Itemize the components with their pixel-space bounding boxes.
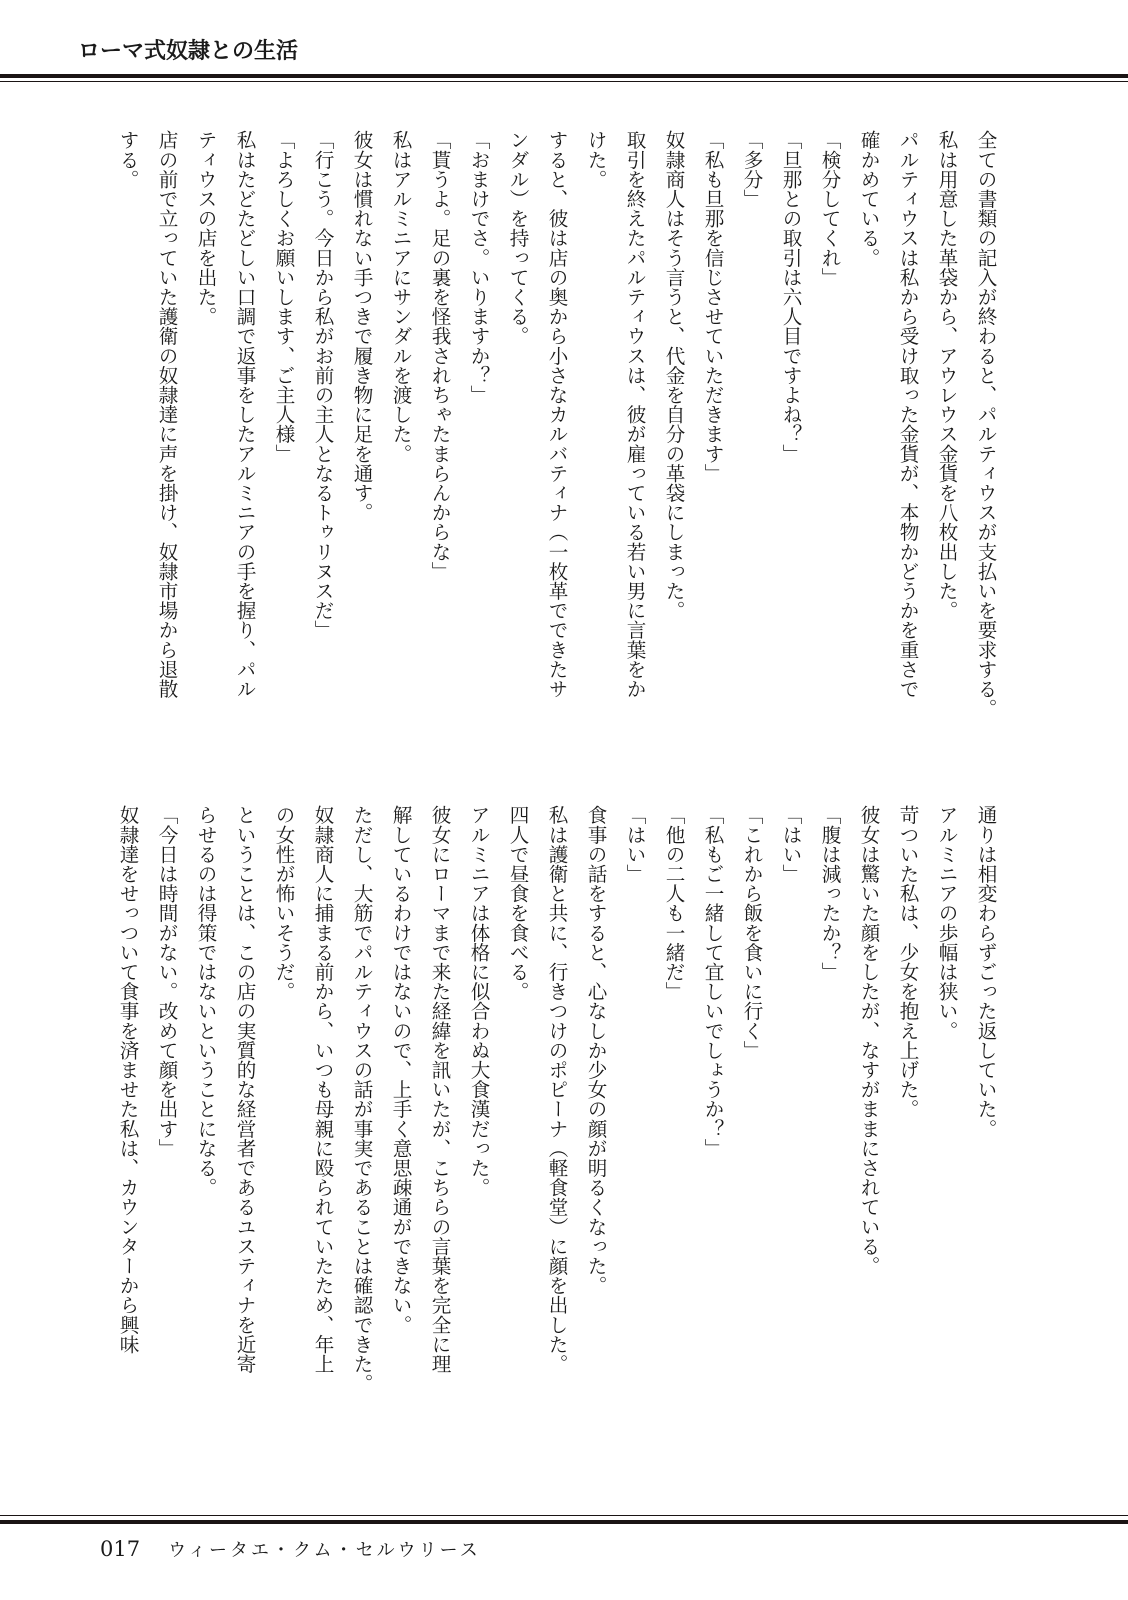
text-column: 「今日は時間がない。改めて顔を出す」 (155, 805, 178, 1158)
text-column: 通りは相変わらずごった返していた。 (974, 805, 997, 1139)
text-column: 「これから飯を食いに行く」 (740, 805, 763, 1060)
text-column: 「おまけでさ。いりますか？」 (467, 130, 490, 405)
text-column: アルミニアの歩幅は狭い。 (935, 805, 958, 1041)
text-column: ということは、この店の実質的な経営者であるユスティナを近寄 (233, 805, 256, 1374)
header-rule-thin (0, 81, 1128, 82)
text-column: 「はい」 (779, 805, 802, 884)
text-column: 店の前で立っていた護衛の奴隷達に声を掛け、奴隷市場から退散 (155, 130, 178, 699)
text-column: 奴隷商人に捕まる前から、いつも母親に殴られていたため、年上 (311, 805, 334, 1374)
text-column: の女性が怖いそうだ。 (272, 805, 295, 1001)
text-column: する。 (116, 130, 139, 189)
text-column: 「腹は減ったか？」 (818, 805, 841, 982)
text-column: パルティウスは私から受け取った金貨が、本物かどうかを重さで (896, 130, 919, 699)
text-column: ンダル）を持ってくる。 (506, 130, 529, 346)
lower-text-block (108, 805, 1005, 1415)
text-column: けた。 (584, 130, 607, 189)
text-column: 全ての書類の記入が終わると、パルティウスが支払いを要求する。 (974, 130, 997, 718)
text-column: 私はアルミニアにサンダルを渡した。 (389, 130, 412, 464)
text-column: 四人で昼食を食べる。 (506, 805, 529, 1001)
text-column: 私はたどたどしい口調で返事をしたアルミニアの手を握り、パル (233, 130, 256, 699)
footer (100, 1536, 481, 1562)
header-rule-thick (0, 74, 1128, 78)
text-column: ただし、大筋でパルティウスの話が事実であることは確認できた。 (350, 805, 373, 1393)
text-column: 「貰うよ。足の裏を怪我されちゃたまらんからな」 (428, 130, 451, 581)
text-column: 苛ついた私は、少女を抱え上げた。 (896, 805, 919, 1119)
text-column: 私は護衛と共に、行きつけのポピーナ（軽食堂）に顔を出した。 (545, 805, 568, 1374)
text-column: 「行こう。今日から私がお前の主人となるトゥリヌスだ」 (311, 130, 334, 640)
running-head-title: ローマ式奴隷との生活 (78, 38, 299, 64)
text-column: 彼女は慣れない手つきで履き物に足を通す。 (350, 130, 373, 522)
text-column: ティウスの店を出た。 (194, 130, 217, 326)
text-column: 彼女は驚いた顔をしたが、なすがままにされている。 (857, 805, 880, 1276)
footer-rule-thick (0, 1520, 1128, 1524)
text-column: 「私もご一緒して宜しいでしょうか？」 (701, 805, 724, 1158)
text-column: 確かめている。 (857, 130, 880, 268)
text-column: 「よろしくお願いします、ご主人様」 (272, 130, 295, 464)
text-column: 奴隷商人はそう言うと、代金を自分の革袋にしまった。 (662, 130, 685, 620)
text-column: 食事の話をすると、心なしか少女の顔が明るくなった。 (584, 805, 607, 1295)
page-number: 017 (100, 1537, 141, 1561)
text-column: 彼女にローマまで来た経緯を訊いたが、こちらの言葉を完全に理 (428, 805, 451, 1374)
upper-text-block (108, 130, 1005, 740)
text-column: らせるのは得策ではないということになる。 (194, 805, 217, 1197)
text-column: 「他の二人も一緒だ」 (662, 805, 685, 1001)
text-column: 私は用意した革袋から、アウレウス金貨を八枚出した。 (935, 130, 958, 620)
text-column: 取引を終えたパルティウスは、彼が雇っている若い男に言葉をか (623, 130, 646, 699)
book-title: ウィータエ・クム・セルウリース (168, 1540, 481, 1561)
text-column: アルミニアは体格に似合わぬ大食漢だった。 (467, 805, 490, 1197)
text-column: 「多分」 (740, 130, 763, 209)
text-column: 「検分してくれ」 (818, 130, 841, 287)
text-column: 「旦那との取引は六人目ですよね？」 (779, 130, 802, 464)
text-column: 奴隷達をせっついて食事を済ませた私は、カウンターから興味 (116, 805, 139, 1354)
text-column: 解しているわけではないので、上手く意思疎通ができない。 (389, 805, 412, 1335)
text-column: すると、彼は店の奥から小さなカルバティナ（一枚革でできたサ (545, 130, 568, 699)
footer-rule-thin (0, 1515, 1128, 1516)
text-column: 「はい」 (623, 805, 646, 884)
text-column: 「私も旦那を信じさせていただきます」 (701, 130, 724, 483)
